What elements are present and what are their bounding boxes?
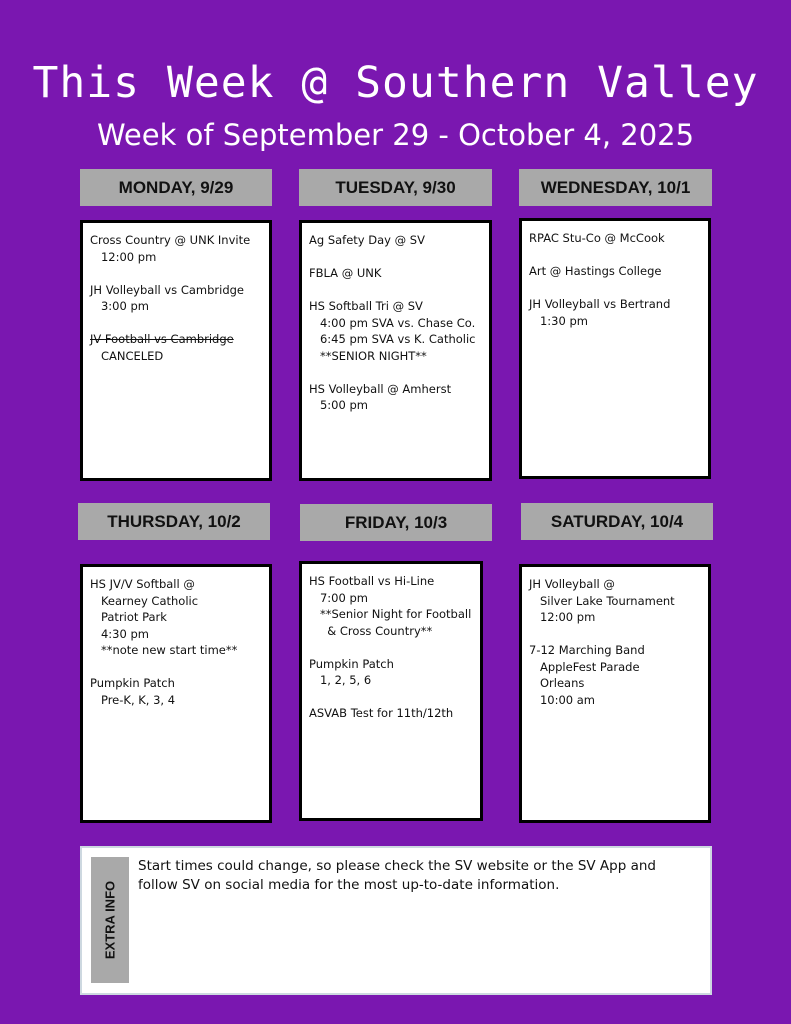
extra-info-label: EXTRA INFO [102,880,118,960]
page-subtitle: Week of September 29 - October 4, 2025 [96,118,695,152]
event-line: Silver Lake Tournament [529,593,675,608]
event-line: Orleans [529,676,585,690]
event-line: 1:30 pm [529,313,588,328]
event-line: Ag Safety Day @ SV [309,233,425,247]
event-line: HS Softball Tri @ SV [309,299,423,313]
event-line: 4:30 pm [90,626,149,641]
event-line: RPAC Stu-Co @ McCook [529,231,665,245]
event-line: 7-12 Marching Band [529,643,645,657]
event-line: JH Volleyball vs Bertrand [529,297,671,311]
event-line: Patriot Park [90,610,167,624]
event-line: Art @ Hastings College [529,264,662,278]
event-line: HS Volleyball @ Amherst [309,381,452,396]
event-line [309,282,482,299]
event-line: FBLA @ UNK [309,266,382,280]
event-line: JV Football vs Cambridge [90,332,234,346]
event-line [309,364,482,381]
event-line: 10:00 am [529,692,596,707]
day-box-tuesday [299,220,492,481]
event-line: Pre-K, K, 3, 4 [90,692,176,707]
event-line: AppleFest Parade [529,659,640,674]
day-box-wednesday [519,218,711,479]
event-line: 12:00 pm [529,610,596,624]
event-line: **SENIOR NIGHT** [309,348,427,363]
event-line: **note new start time** [90,643,238,657]
event-line [529,626,701,643]
event-line: HS JV/V Softball @ [90,577,195,591]
event-line: 5:00 pm [309,398,368,412]
page-title: This Week @ Southern Valley [32,58,759,108]
event-line: JH Volleyball @ [529,577,615,591]
event-line [90,659,262,676]
day-header-monday: MONDAY, 9/29 [80,169,272,206]
event-line: 1, 2, 5, 6 [309,673,372,687]
day-header-saturday: SATURDAY, 10/4 [521,503,713,540]
event-line [309,639,473,656]
event-line: 7:00 pm [309,590,368,605]
event-line [529,280,701,297]
event-line: **Senior Night for Football [309,607,472,621]
day-header-friday: FRIDAY, 10/3 [300,504,492,541]
event-line: Cross Country @ UNK Invite [90,233,251,247]
day-header-tuesday: TUESDAY, 9/30 [299,169,492,206]
event-line: Pumpkin Patch [309,656,394,671]
event-line [529,247,701,264]
event-line [90,315,262,332]
event-line: 4:00 pm SVA vs. Chase Co. [309,315,476,330]
event-line [309,249,482,266]
day-box-thursday [80,564,272,823]
event-line: 6:45 pm SVA vs K. Catholic [309,332,476,346]
event-line [309,689,473,706]
event-line: CANCELED [90,348,164,363]
event-line: JH Volleyball vs Cambridge [90,282,244,297]
day-header-thursday: THURSDAY, 10/2 [78,503,270,540]
extra-info-panel [80,846,712,995]
event-line: Pumpkin Patch [90,676,175,690]
event-line: Kearney Catholic [90,593,199,608]
day-header-wednesday: WEDNESDAY, 10/1 [519,169,712,206]
event-line: 3:00 pm [90,299,149,313]
event-line: & Cross Country** [309,623,433,638]
event-line: ASVAB Test for 11th/12th [309,706,454,720]
day-box-friday [299,561,483,821]
event-line: 12:00 pm [90,249,157,264]
extra-info-text: Start times could change, so please check the SV website or the SV App and follow SV on social media for the most up-to-date information. [138,858,656,893]
day-box-monday [80,220,272,481]
extra-info-label-bar [91,857,129,983]
event-line: HS Football vs Hi-Line [309,574,435,588]
day-box-saturday [519,564,711,823]
event-line [90,265,262,282]
